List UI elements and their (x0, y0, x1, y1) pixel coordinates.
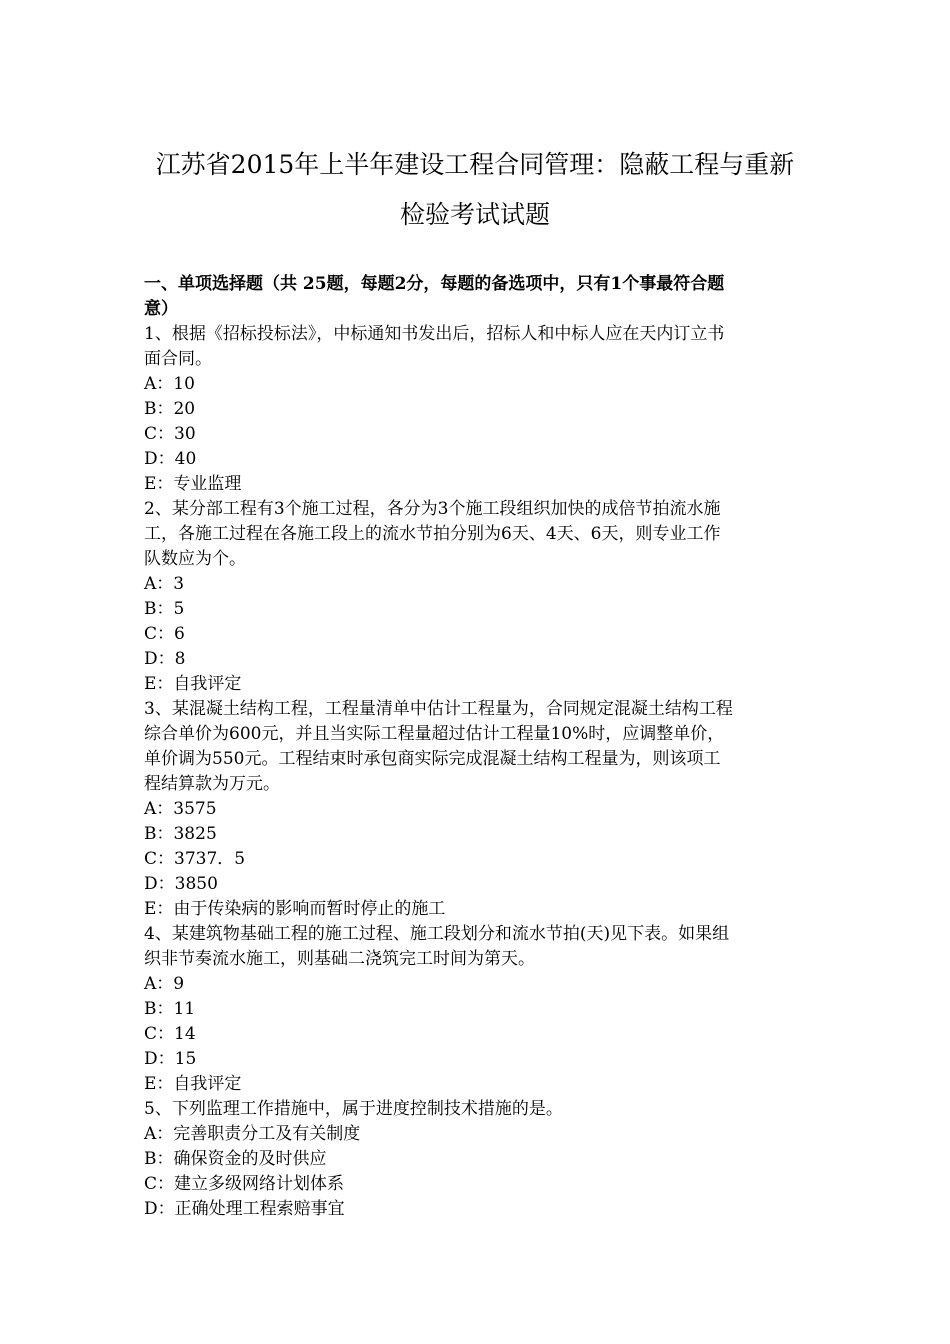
option-d: D：3850 (144, 874, 218, 894)
section-heading-line: 意） (144, 299, 178, 319)
title-line: 江苏省2015年上半年建设工程合同管理：隐蔽工程与重新 (155, 150, 795, 179)
question-text-line: 工，各施工过程在各施工段上的流水节拍分别为6天、4天、6天，则专业工作 (144, 524, 721, 544)
question-text-line: 面合同。 (144, 349, 212, 369)
option-d: D：8 (144, 649, 186, 669)
question-5 (144, 1097, 808, 1222)
question-2 (144, 497, 808, 697)
question-text-line: 织非节奏流水施工，则基础二浇筑完工时间为第天。 (144, 949, 535, 969)
question-3 (144, 697, 808, 922)
option-c: C：3737．5 (144, 849, 246, 869)
question-1 (144, 322, 808, 497)
option-e: E：自我评定 (144, 674, 242, 694)
option-b: B：11 (144, 999, 196, 1019)
option-c: C：建立多级网络计划体系 (144, 1174, 345, 1194)
option-a: A：3575 (144, 799, 217, 819)
question-text-line: 程结算款为万元。 (144, 774, 280, 794)
title-line: 检验考试试题 (399, 200, 550, 229)
option-b: B：20 (144, 399, 196, 419)
option-e: E：由于传染病的影响而暂时停止的施工 (144, 899, 446, 919)
question-text-line: 3、某混凝土结构工程，工程量清单中估计工程量为，合同规定混凝土结构工程 (144, 699, 733, 719)
option-b: B：3825 (144, 824, 217, 844)
question-text-line: 5、下列监理工作措施中，属于进度控制技术措施的是。 (144, 1099, 563, 1119)
option-d: D：15 (144, 1049, 197, 1069)
option-a: A：10 (144, 374, 195, 394)
option-e: E：自我评定 (144, 1074, 242, 1094)
option-a: A：3 (144, 574, 185, 594)
document-body (144, 272, 808, 1222)
section-heading (144, 272, 808, 322)
question-text-line: 1、根据《招标投标法》，中标通知书发出后，招标人和中标人应在天内订立书 (144, 324, 725, 344)
option-e: E：专业监理 (144, 474, 242, 494)
option-b: B：确保资金的及时供应 (144, 1149, 327, 1169)
question-4 (144, 922, 808, 1097)
question-text-line: 单价调为550元。工程结束时承包商实际完成混凝土结构工程量为，则该项工 (144, 749, 721, 769)
question-text-line: 综合单价为600元，并且当实际工程量超过估计工程量10%时，应调整单价， (144, 724, 725, 744)
document-title (120, 140, 830, 240)
question-text-line: 队数应为个。 (144, 549, 246, 569)
option-c: C：14 (144, 1024, 196, 1044)
option-a: A：9 (144, 974, 185, 994)
section-heading-line: 一、单项选择题（共 25题，每题2分，每题的备选项中，只有1个事最符合题 (144, 274, 725, 294)
option-d: D：正确处理工程索赔事宜 (144, 1199, 345, 1219)
question-text-line: 2、某分部工程有3个施工过程，各分为3个施工段组织加快的成倍节拍流水施 (144, 499, 721, 519)
option-d: D：40 (144, 449, 197, 469)
option-b: B：5 (144, 599, 185, 619)
option-c: C：30 (144, 424, 196, 444)
option-c: C：6 (144, 624, 185, 644)
question-text-line: 4、某建筑物基础工程的施工过程、施工段划分和流水节拍(天)见下表。如果组 (144, 924, 730, 944)
option-a: A：完善职责分工及有关制度 (144, 1124, 361, 1144)
